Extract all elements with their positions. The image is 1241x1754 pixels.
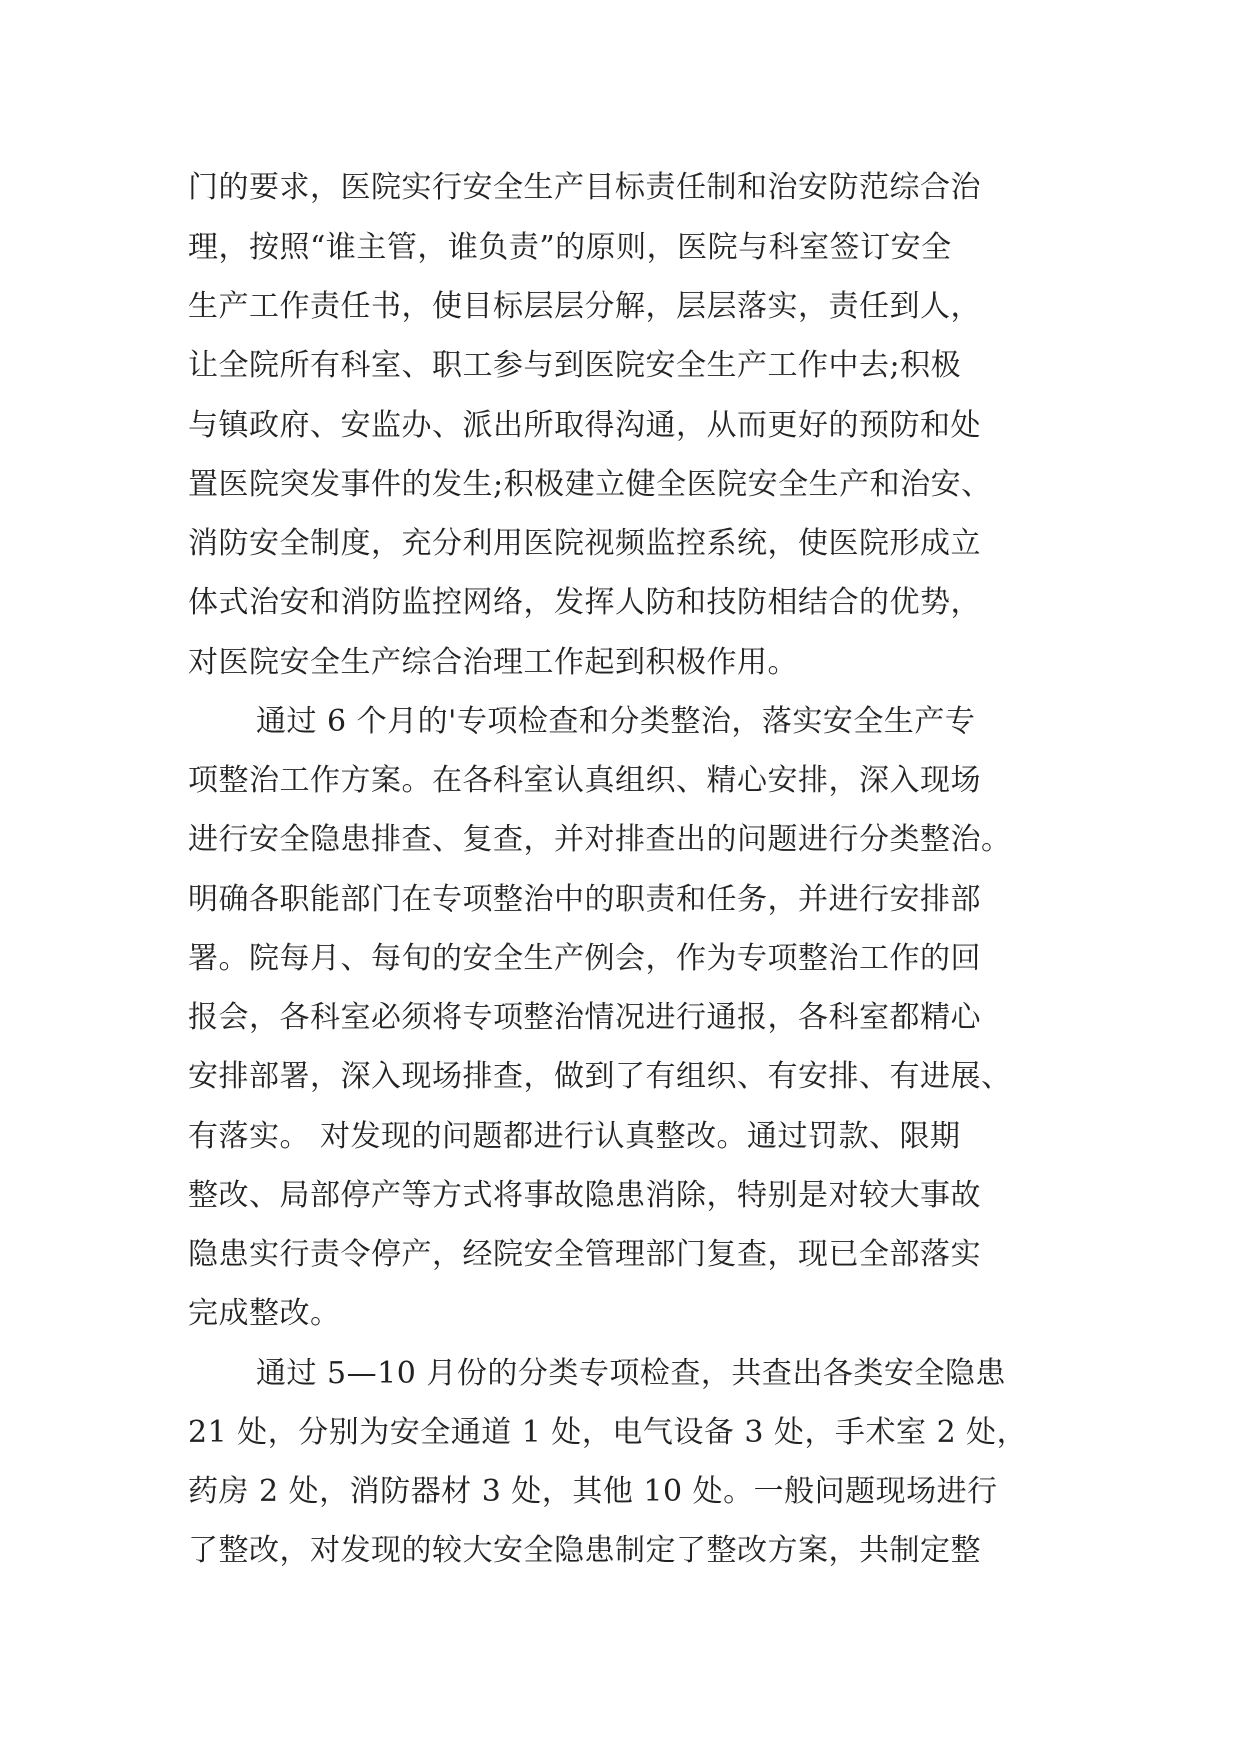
text-line: 生产工作责任书，使目标层层分解，层层落实，责任到人， bbox=[188, 289, 981, 324]
text-line: 项整治工作方案。在各科室认真组织、精心安排，深入现场 bbox=[188, 763, 981, 798]
text-line: 药房 2 处，消防器材 3 处，其他 10 处。一般问题现场进行 bbox=[188, 1474, 998, 1509]
text-line: 理，按照“谁主管，谁负责”的原则，医院与科室签订安全 bbox=[188, 230, 952, 265]
text-line: 了整改，对发现的较大安全隐患制定了整改方案，共制定整 bbox=[188, 1533, 981, 1568]
text-line: 隐患实行责令停产，经院安全管理部门复查，现已全部落实 bbox=[188, 1237, 981, 1272]
text-line: 报会，各科室必须将专项整治情况进行通报，各科室都精心 bbox=[188, 1000, 981, 1035]
text-line: 明确各职能部门在专项整治中的职责和任务，并进行安排部 bbox=[188, 882, 981, 917]
text-line: 完成整改。 bbox=[188, 1296, 341, 1331]
text-line: 21 处，分别为安全通道 1 处，电气设备 3 处，手术室 2 处， bbox=[188, 1415, 1028, 1450]
text-line: 进行安全隐患排查、复查，并对排查出的问题进行分类整治。 bbox=[188, 822, 1012, 857]
text-line: 门的要求，医院实行安全生产目标责任制和治安防范综合治 bbox=[188, 170, 981, 205]
paragraph-start-line: 通过 5—10 月份的分类专项检查，共查出各类安全隐患 bbox=[256, 1356, 1006, 1391]
text-line: 署。院每月、每旬的安全生产例会，作为专项整治工作的回 bbox=[188, 941, 981, 976]
text-line: 有落实。 对发现的问题都进行认真整改。通过罚款、限期 bbox=[188, 1119, 961, 1154]
text-line: 安排部署，深入现场排查，做到了有组织、有安排、有进展、 bbox=[188, 1059, 1012, 1094]
text-line: 体式治安和消防监控网络，发挥人防和技防相结合的优势， bbox=[188, 585, 981, 620]
text-line: 置医院突发事件的发生;积极建立健全医院安全生产和治安、 bbox=[188, 467, 992, 502]
text-line: 消防安全制度，充分利用医院视频监控系统，使医院形成立 bbox=[188, 526, 981, 561]
text-line: 让全院所有科室、职工参与到医院安全生产工作中去;积极 bbox=[188, 348, 962, 383]
text-line: 整改、局部停产等方式将事故隐患消除，特别是对较大事故 bbox=[188, 1178, 981, 1213]
text-line: 对医院安全生产综合治理工作起到积极作用。 bbox=[188, 645, 798, 680]
text-line: 与镇政府、安监办、派出所取得沟通，从而更好的预防和处 bbox=[188, 408, 981, 443]
paragraph-start-line: 通过 6 个月的'专项检查和分类整治，落实安全生产专 bbox=[256, 704, 976, 739]
